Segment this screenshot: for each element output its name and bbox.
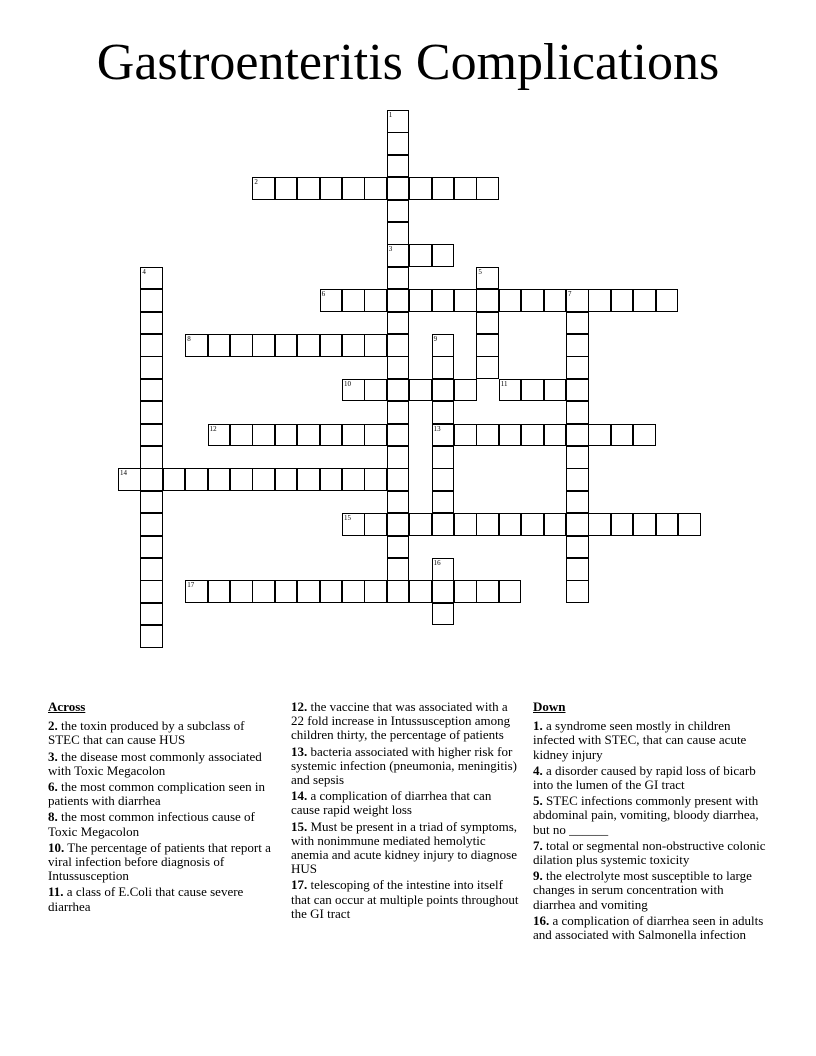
grid-cell[interactable] — [342, 468, 365, 491]
grid-cell[interactable] — [364, 580, 387, 603]
grid-cell[interactable] — [454, 424, 477, 447]
grid-cell[interactable] — [476, 312, 499, 335]
grid-cell[interactable] — [432, 379, 455, 402]
grid-cell[interactable] — [566, 580, 589, 603]
grid-cell[interactable] — [208, 580, 231, 603]
grid-cell[interactable] — [364, 468, 387, 491]
grid-cell[interactable] — [252, 424, 275, 447]
clue-2 — [48, 719, 276, 747]
grid-cell[interactable] — [544, 379, 567, 402]
clue-number: 3. — [48, 748, 58, 764]
grid-cell[interactable] — [342, 334, 365, 357]
grid-cell[interactable] — [140, 603, 163, 626]
grid-cell[interactable] — [387, 222, 410, 245]
cell-number: 8 — [187, 335, 191, 343]
grid-cell[interactable] — [342, 379, 365, 402]
grid-cell[interactable] — [387, 558, 410, 581]
clue-text: a complication of diarrhea seen in adults and associated with Salmonella infection — [533, 912, 764, 943]
grid-cell[interactable] — [320, 580, 343, 603]
grid-cell[interactable] — [252, 468, 275, 491]
grid-cell[interactable] — [432, 580, 455, 603]
grid-cell[interactable] — [476, 289, 499, 312]
grid-cell[interactable] — [544, 513, 567, 536]
grid-cell[interactable] — [432, 446, 455, 469]
grid-cell[interactable] — [140, 446, 163, 469]
grid-cell[interactable] — [320, 468, 343, 491]
cell-number: 5 — [478, 267, 482, 276]
cell-number: 11 — [500, 379, 508, 388]
clue-text: STEC infections commonly present with abdominal pain, vomiting, bloody diarrhea, but no ______ — [533, 793, 759, 837]
grid-cell[interactable] — [476, 513, 499, 536]
clue-number: 5. — [533, 793, 543, 809]
clues-column-3 — [533, 700, 769, 944]
clue-text: the disease most commonly associated with Toxic Megacolon — [48, 748, 262, 778]
grid-cell[interactable] — [476, 267, 499, 290]
grid-cell[interactable] — [521, 424, 544, 447]
grid-cell[interactable] — [432, 558, 455, 581]
clue-text: a syndrome seen mostly in children infected with STEC, that can cause acute kidney injury — [533, 718, 747, 762]
clue-text: The percentage of patients that report a viral infection before diagnosis of Intussusception — [48, 839, 271, 884]
clue-text: the most common complication seen in patients with diarrhea — [48, 779, 265, 809]
clue-text: a disorder caused by rapid loss of bicarb into the lumen of the GI tract — [533, 762, 756, 793]
grid-cell[interactable] — [432, 401, 455, 424]
grid-cell[interactable] — [297, 468, 320, 491]
clue-text: total or segmental non-obstructive colonic dilation plus systemic toxicity — [533, 837, 766, 868]
clue-5 — [533, 794, 769, 837]
grid-cell[interactable] — [297, 424, 320, 447]
clue-number: 6. — [48, 779, 58, 795]
grid-cell[interactable] — [499, 580, 522, 603]
clue-text: Must be present in a triad of symptoms, with nonimmune mediated hemolytic anemia and acute kidney injury to diagnose HUS — [291, 818, 518, 877]
grid-cell[interactable] — [432, 244, 455, 267]
cell-number: 14 — [120, 469, 127, 478]
grid-cell[interactable] — [387, 200, 410, 223]
cell-number: 17 — [187, 581, 195, 590]
grid-cell[interactable] — [185, 580, 208, 603]
grid-cell[interactable] — [185, 468, 208, 491]
grid-cell[interactable] — [454, 513, 477, 536]
clue-number: 9. — [533, 868, 543, 884]
grid-cell[interactable] — [387, 334, 410, 357]
grid-cell[interactable] — [252, 580, 275, 603]
clue-text: a complication of diarrhea that can cause rapid weight loss — [291, 788, 492, 818]
clue-number: 14. — [291, 788, 308, 804]
grid-cell[interactable] — [275, 334, 298, 357]
clue-12 — [291, 700, 519, 743]
grid-cell[interactable] — [364, 424, 387, 447]
grid-cell[interactable] — [275, 424, 298, 447]
clue-text: the electrolyte most susceptible to large changes in serum concentration with diarrhea and vomiting — [533, 868, 752, 912]
cell-number: 4 — [142, 267, 146, 276]
grid-cell[interactable] — [588, 513, 611, 536]
grid-cell[interactable] — [387, 513, 410, 536]
clues-column-1 — [48, 700, 276, 916]
grid-cell[interactable] — [566, 401, 589, 424]
grid-cell[interactable] — [163, 468, 186, 491]
cell-number: 10 — [344, 379, 351, 388]
grid-cell[interactable] — [320, 177, 343, 200]
clue-6 — [48, 780, 276, 808]
grid-cell[interactable] — [275, 177, 298, 200]
grid-cell[interactable] — [140, 356, 163, 379]
grid-cell[interactable] — [432, 177, 455, 200]
grid-cell[interactable] — [230, 580, 253, 603]
clue-text: a class of E.Coli that cause severe diarrhea — [48, 884, 244, 914]
clue-text: bacteria associated with higher risk for systemic infection (pneumonia, meningitis) and sepsis — [291, 743, 518, 788]
grid-cell[interactable] — [387, 401, 410, 424]
grid-cell[interactable] — [342, 177, 365, 200]
grid-cell[interactable] — [566, 334, 589, 357]
cell-number: 16 — [433, 559, 441, 567]
down-heading: Down — [533, 699, 566, 714]
grid-cell[interactable] — [476, 334, 499, 357]
grid-cell[interactable] — [387, 289, 410, 312]
grid-cell[interactable] — [364, 334, 387, 357]
grid-cell[interactable] — [611, 513, 634, 536]
clue-3 — [48, 750, 276, 778]
clue-15 — [291, 820, 519, 877]
grid-cell[interactable] — [297, 334, 320, 357]
grid-cell[interactable] — [432, 289, 455, 312]
grid-cell[interactable] — [320, 289, 343, 312]
grid-cell[interactable] — [140, 334, 163, 357]
grid-cell[interactable] — [566, 424, 589, 447]
clue-9 — [533, 869, 769, 912]
cell-number: 3 — [388, 245, 393, 254]
grid-cell[interactable] — [409, 580, 432, 603]
clue-8 — [48, 810, 276, 838]
grid-cell[interactable] — [275, 468, 298, 491]
grid-cell[interactable] — [454, 177, 477, 200]
grid-cell[interactable] — [566, 513, 589, 536]
clue-10 — [48, 841, 276, 884]
grid-cell[interactable] — [454, 580, 477, 603]
grid-cell[interactable] — [275, 580, 298, 603]
grid-cell[interactable] — [521, 379, 544, 402]
grid-cell[interactable] — [342, 580, 365, 603]
cell-number: 1 — [388, 111, 393, 119]
grid-cell[interactable] — [252, 177, 275, 200]
grid-cell[interactable] — [566, 289, 589, 312]
cell-number: 13 — [433, 424, 441, 433]
grid-cell[interactable] — [364, 177, 387, 200]
clue-1 — [533, 719, 769, 762]
clue-number: 1. — [533, 718, 543, 734]
grid-cell[interactable] — [656, 289, 679, 312]
grid-cell[interactable] — [140, 289, 163, 312]
clue-number: 4. — [533, 762, 543, 778]
grid-cell[interactable] — [342, 424, 365, 447]
grid-cell[interactable] — [320, 424, 343, 447]
grid-cell[interactable] — [297, 580, 320, 603]
grid-cell[interactable] — [140, 625, 163, 648]
grid-cell[interactable] — [140, 491, 163, 514]
clue-4 — [533, 764, 769, 792]
grid-cell[interactable] — [230, 424, 253, 447]
grid-cell[interactable] — [140, 558, 163, 581]
grid-cell[interactable] — [521, 513, 544, 536]
grid-cell[interactable] — [454, 289, 477, 312]
grid-cell[interactable] — [364, 289, 387, 312]
clue-number: 16. — [533, 912, 550, 928]
grid-cell[interactable] — [387, 536, 410, 559]
grid-cell[interactable] — [387, 424, 410, 447]
grid-cell[interactable] — [387, 491, 410, 514]
clue-text: the toxin produced by a subclass of STEC that can cause HUS — [48, 718, 245, 748]
clue-16 — [533, 914, 769, 942]
across-heading: Across — [48, 699, 86, 714]
grid-cell[interactable] — [432, 468, 455, 491]
grid-cell[interactable] — [140, 468, 163, 491]
grid-cell[interactable] — [566, 312, 589, 335]
grid-cell[interactable] — [678, 513, 701, 536]
grid-cell[interactable] — [656, 513, 679, 536]
grid-cell[interactable] — [432, 513, 455, 536]
clue-number: 13. — [291, 743, 308, 759]
grid-cell[interactable] — [476, 580, 499, 603]
clue-13 — [291, 745, 519, 788]
grid-cell[interactable] — [387, 244, 410, 267]
cell-number: 15 — [344, 514, 351, 523]
grid-cell[interactable] — [387, 155, 410, 178]
grid-cell[interactable] — [387, 177, 410, 200]
grid-cell[interactable] — [611, 289, 634, 312]
clues-column-2 — [291, 700, 519, 923]
grid-cell[interactable] — [387, 312, 410, 335]
grid-cell[interactable] — [588, 289, 611, 312]
grid-cell[interactable] — [409, 244, 432, 267]
grid-cell[interactable] — [409, 289, 432, 312]
grid-cell[interactable] — [297, 177, 320, 200]
clue-number: 7. — [533, 837, 543, 853]
grid-cell[interactable] — [499, 424, 522, 447]
grid-cell[interactable] — [432, 424, 455, 447]
clue-14 — [291, 789, 519, 817]
grid-cell[interactable] — [208, 334, 231, 357]
clue-number: 8. — [48, 809, 58, 825]
cell-number: 2 — [254, 178, 258, 187]
grid-cell[interactable] — [342, 513, 365, 536]
grid-cell[interactable] — [566, 356, 589, 379]
grid-cell[interactable] — [364, 379, 387, 402]
clue-number: 2. — [48, 718, 58, 734]
grid-cell[interactable] — [208, 424, 231, 447]
grid-cell[interactable] — [387, 379, 410, 402]
clue-7 — [533, 839, 769, 867]
clue-number: 10. — [48, 839, 65, 855]
grid-cell[interactable] — [387, 446, 410, 469]
clue-11 — [48, 885, 276, 913]
grid-cell[interactable] — [476, 424, 499, 447]
grid-cell[interactable] — [588, 424, 611, 447]
grid-cell[interactable] — [566, 536, 589, 559]
grid-cell[interactable] — [432, 356, 455, 379]
grid-cell[interactable] — [521, 289, 544, 312]
grid-cell[interactable] — [409, 379, 432, 402]
grid-cell[interactable] — [140, 536, 163, 559]
grid-cell[interactable] — [387, 468, 410, 491]
grid-cell[interactable] — [476, 356, 499, 379]
grid-cell[interactable] — [633, 513, 656, 536]
grid-cell[interactable] — [230, 468, 253, 491]
grid-cell[interactable] — [566, 379, 589, 402]
grid-cell[interactable] — [230, 334, 253, 357]
grid-cell[interactable] — [140, 312, 163, 335]
grid-cell[interactable] — [432, 491, 455, 514]
clue-text: the most common infectious cause of Toxic Megacolon — [48, 809, 255, 839]
grid-cell[interactable] — [342, 289, 365, 312]
cell-number: 9 — [433, 335, 438, 343]
clue-text: the vaccine that was associated with a 22 fold increase in Intussusception among children thirty, the percentage of patients — [291, 699, 511, 743]
grid-cell[interactable] — [432, 603, 455, 626]
clue-number: 15. — [291, 818, 308, 834]
grid-cell[interactable] — [566, 446, 589, 469]
grid-cell[interactable] — [140, 401, 163, 424]
grid-cell[interactable] — [611, 424, 634, 447]
grid-cell[interactable] — [387, 267, 410, 290]
grid-cell[interactable] — [633, 424, 656, 447]
clue-number: 17. — [291, 877, 308, 893]
grid-cell[interactable] — [140, 267, 163, 290]
page-title: Gastroenteritis Complications — [96, 34, 720, 91]
grid-cell[interactable] — [454, 379, 477, 402]
grid-cell[interactable] — [320, 334, 343, 357]
clue-number: 11. — [48, 884, 64, 900]
grid-cell[interactable] — [544, 424, 567, 447]
clue-text: telescoping of the intestine into itself that can occur at multiple points throughout the GI tract — [291, 877, 519, 921]
grid-cell[interactable] — [476, 177, 499, 200]
grid-cell[interactable] — [566, 558, 589, 581]
grid-cell[interactable] — [140, 580, 163, 603]
grid-cell[interactable] — [566, 491, 589, 514]
grid-cell[interactable] — [364, 513, 387, 536]
clue-17 — [291, 878, 519, 921]
grid-cell[interactable] — [140, 513, 163, 536]
grid-cell[interactable] — [499, 289, 522, 312]
grid-cell[interactable] — [140, 424, 163, 447]
grid-cell[interactable] — [252, 334, 275, 357]
cell-number: 6 — [321, 290, 326, 299]
grid-cell[interactable] — [499, 513, 522, 536]
grid-cell[interactable] — [499, 379, 522, 402]
grid-cell[interactable] — [432, 334, 455, 357]
grid-cell[interactable] — [387, 580, 410, 603]
grid-cell[interactable] — [208, 468, 231, 491]
grid-cell[interactable] — [387, 356, 410, 379]
grid-cell[interactable] — [118, 468, 141, 491]
grid-cell[interactable] — [409, 177, 432, 200]
grid-cell[interactable] — [140, 379, 163, 402]
clue-number: 12. — [291, 699, 308, 714]
grid-cell[interactable] — [409, 513, 432, 536]
grid-cell[interactable] — [566, 468, 589, 491]
grid-cell[interactable] — [185, 334, 208, 357]
grid-cell[interactable] — [633, 289, 656, 312]
grid-cell[interactable] — [544, 289, 567, 312]
grid-cell[interactable] — [387, 132, 410, 155]
cell-number: 12 — [209, 424, 217, 433]
cell-number: 7 — [568, 290, 572, 299]
grid-cell[interactable] — [387, 110, 410, 133]
